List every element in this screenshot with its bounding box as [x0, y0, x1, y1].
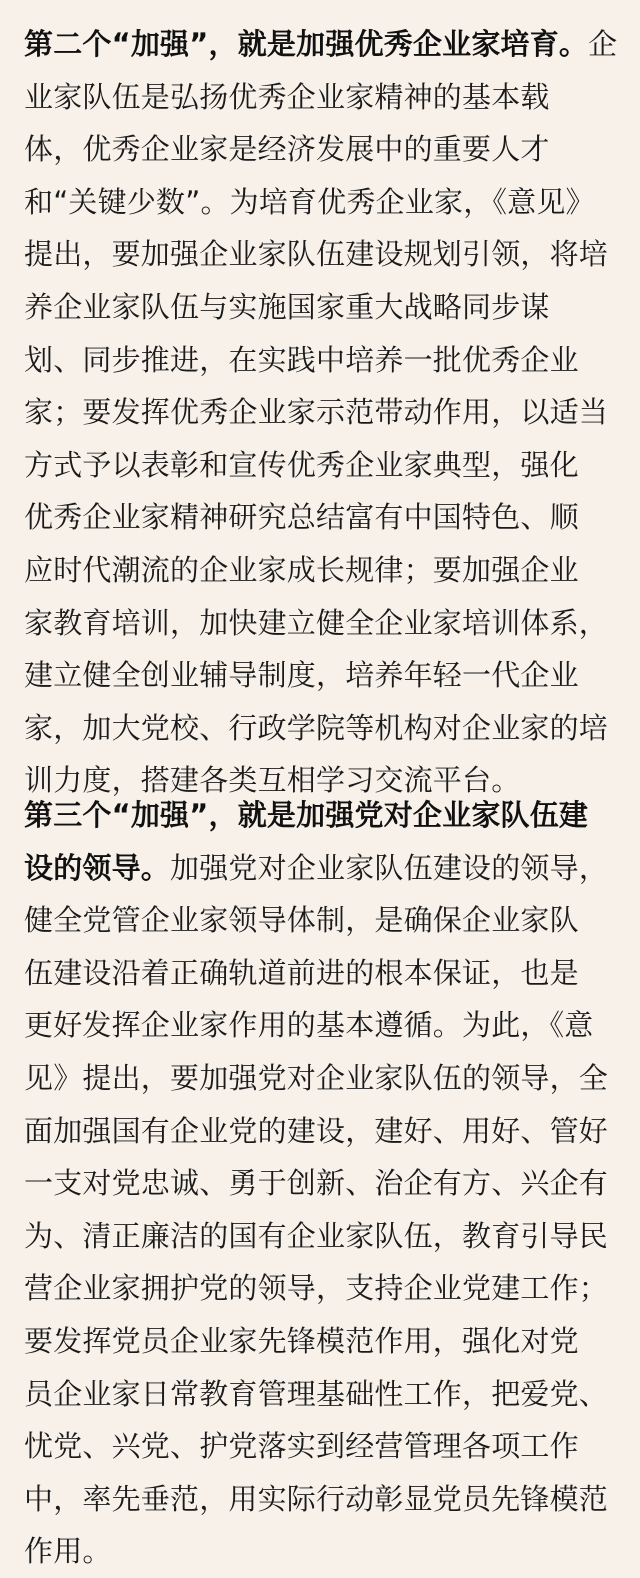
text-line [24, 1473, 608, 1526]
line-text: 体，优秀企业家是经济发展中的重要人才 [24, 132, 550, 167]
line-text: 营企业家拥护党的领导，支持企业党建工作； [24, 1271, 609, 1306]
line-text: 和“关键少数”。为培育优秀企业家，《意见》 [24, 184, 595, 219]
text-line [24, 894, 608, 947]
text-line [24, 439, 617, 492]
paragraph-party-leadership [24, 789, 608, 1578]
text-line [24, 176, 617, 229]
paragraph-enterprise-cultivation [24, 18, 617, 807]
text-line [24, 1262, 608, 1315]
text-line [24, 999, 608, 1052]
text-line [24, 597, 617, 650]
line-text: 一支对党忠诚、勇于创新、治企有方、兴企有 [24, 1166, 609, 1201]
bold-lead: 第二个“加强”，就是加强优秀企业家培育。 [24, 27, 589, 61]
line-text: 面加强国有企业党的建设，建好、用好、管好 [24, 1113, 609, 1148]
line-text: 企 [588, 27, 618, 61]
line-text: 加强党对企业家队伍建设的领导， [170, 850, 609, 885]
line-text: 伍建设沿着正确轨道前进的根本保证，也是 [24, 955, 579, 990]
text-line [24, 1420, 608, 1473]
text-line [24, 1315, 608, 1368]
text-line [24, 649, 617, 702]
line-text: 建立健全创业辅导制度，培养年轻一代企业 [24, 658, 579, 693]
line-text: 提出，要加强企业家队伍建设规划引领，将培 [24, 237, 609, 272]
text-line [24, 71, 617, 124]
text-line [24, 334, 617, 387]
line-text: 优秀企业家精神研究总结富有中国特色、顺 [24, 500, 579, 535]
line-text: 员企业家日常教育管理基础性工作，把爱党、 [24, 1376, 609, 1411]
line-text: 忧党、兴党、护党落实到经营管理各项工作 [24, 1429, 579, 1464]
text-line [24, 1105, 608, 1158]
text-line [24, 947, 608, 1000]
line-text: 家；要发挥优秀企业家示范带动作用，以适当 [24, 395, 609, 430]
text-line [24, 1525, 608, 1578]
text-line [24, 1157, 608, 1210]
line-text: 作用。 [24, 1534, 112, 1569]
text-line [24, 386, 617, 439]
bold-lead: 第三个“加强”，就是加强党对企业家队伍建 [24, 798, 589, 832]
line-text: 中，率先垂范，用实际行动彰显党员先锋模范 [24, 1481, 609, 1516]
line-text: 要发挥党员企业家先锋模范作用，强化对党 [24, 1323, 579, 1358]
line-text: 方式予以表彰和宣传优秀企业家典型，强化 [24, 447, 579, 482]
text-line [24, 123, 617, 176]
text-line [24, 702, 617, 755]
line-text: 养企业家队伍与实施国家重大战略同步谋 [24, 289, 550, 324]
text-line [24, 491, 617, 544]
text-line [24, 544, 617, 597]
text-line [24, 228, 617, 281]
line-text: 为、清正廉洁的国有企业家队伍，教育引导民 [24, 1218, 609, 1253]
text-line [24, 1368, 608, 1421]
text-line [24, 1052, 608, 1105]
text-line [24, 18, 617, 71]
line-text: 业家队伍是弘扬优秀企业家精神的基本载 [24, 79, 550, 114]
line-text: 健全党管企业家领导体制，是确保企业家队 [24, 903, 579, 938]
line-text: 见》提出，要加强党对企业家队伍的领导，全 [24, 1060, 609, 1095]
line-text: 更好发挥企业家作用的基本遵循。为此，《意 [24, 1008, 594, 1043]
line-text: 应时代潮流的企业家成长规律；要加强企业 [24, 552, 579, 587]
line-text: 家，加大党校、行政学院等机构对企业家的培 [24, 710, 609, 745]
line-text: 家教育培训，加快建立健全企业家培训体系， [24, 605, 609, 640]
text-line [24, 1210, 608, 1263]
text-line [24, 281, 617, 334]
line-text: 训力度，搭建各类互相学习交流平台。 [24, 763, 521, 798]
text-line [24, 789, 608, 842]
line-text: 划、同步推进，在实践中培养一批优秀企业 [24, 342, 579, 377]
text-line [24, 842, 608, 895]
bold-lead: 设的领导。 [24, 850, 171, 885]
